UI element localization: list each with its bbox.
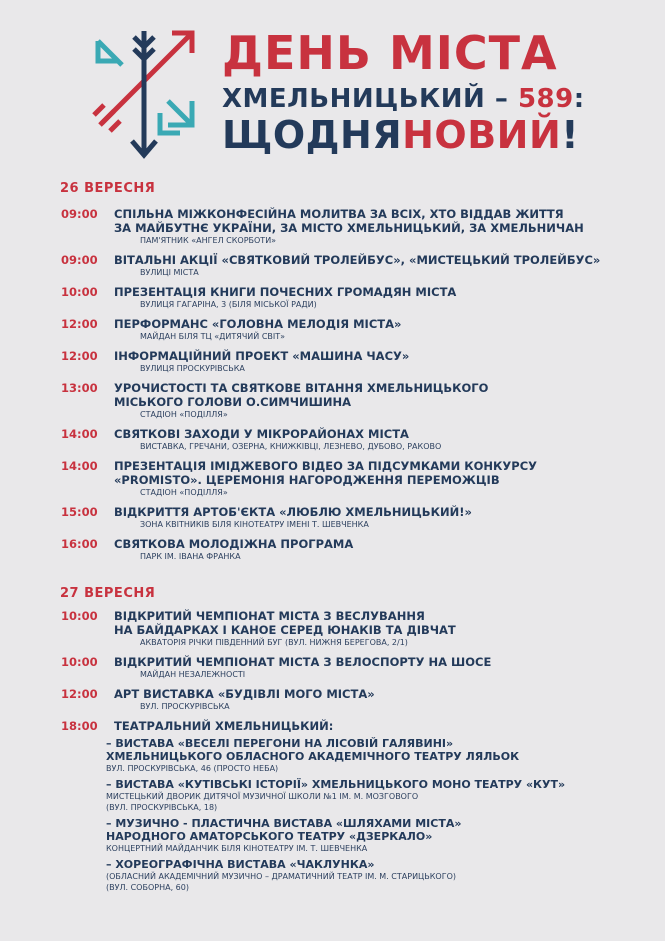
sub-event-place: ВУЛ. ПРОСКУРІВСЬКА, 46 (ПРОСТО НЕБА) [106, 764, 279, 773]
day-1-events [61, 207, 631, 562]
title-line-3 [222, 113, 580, 157]
event-place: ВУЛИЦІ МІСТА [140, 268, 199, 277]
day-heading: 26 ВЕРЕСНЯ [60, 181, 156, 196]
event-place: ВУЛИЦЯ ГАГАРІНА, 3 (БІЛЯ МІСЬКОЇ РАДИ) [140, 300, 317, 309]
event-title: ВІДКРИТИЙ ЧЕМПІОНАТ МІСТА З ВЕСЛУВАННЯ НА БАЙДАРКАХ І КАНОЕ СЕРЕД ЮНАКІВ ТА ДІВЧАТ [114, 609, 456, 637]
event-item [61, 505, 631, 530]
event-place: ВУЛ. ПРОСКУРІВСЬКА [140, 702, 230, 711]
event-item [61, 207, 631, 246]
event-item [61, 537, 631, 562]
event-time: 10:00 [61, 609, 98, 623]
event-time: 12:00 [61, 687, 98, 701]
title-new: НОВИЙ [402, 113, 562, 157]
event-place: ВУЛИЦЯ ПРОСКУРІВСЬКА [140, 364, 245, 373]
event-title: ВІДКРИТИЙ ЧЕМПІОНАТ МІСТА З ВЕЛОСПОРТУ НА ШОСЕ [114, 655, 492, 669]
event-item [61, 719, 631, 893]
title-colon: : [573, 84, 585, 114]
event-time: 13:00 [61, 381, 98, 395]
title-daily: ЩОДНЯ [222, 113, 403, 157]
event-item [61, 285, 631, 310]
event-item [61, 655, 631, 680]
sub-event-title: – ВИСТАВА «КУТІВСЬКІ ІСТОРІЇ» ХМЕЛЬНИЦЬКОГО МОНО ТЕАТРУ «КУТ» [106, 778, 566, 791]
sub-event-item [106, 817, 631, 854]
sub-event-place: (ОБЛАСНИЙ АКАДЕМІЧНИЙ МУЗИЧНО – ДРАМАТИЧНИЙ ТЕАТР ІМ. М. СТАРИЦЬКОГО) (ВУЛ. СОБОРНА, 60) [106, 872, 457, 892]
event-place: ПАМ'ЯТНИК «АНГЕЛ СКОРБОТИ» [140, 236, 277, 245]
sub-event-title: – МУЗИЧНО - ПЛАСТИЧНА ВИСТАВА «ШЛЯХАМИ МІСТА» НАРОДНОГО АМАТОРСЬКОГО ТЕАТРУ «ДЗЕРКАЛО» [106, 817, 462, 843]
event-time: 14:00 [61, 427, 98, 441]
event-place: ВИСТАВКА, ГРЕЧАНИ, ОЗЕРНА, КНИЖКІВЦІ, ЛЕЗНЕВО, ДУБОВО, РАКОВО [140, 442, 442, 451]
event-title: ПРЕЗЕНТАЦІЯ КНИГИ ПОЧЕСНИХ ГРОМАДЯН МІСТА [114, 285, 457, 299]
event-title: ПРЕЗЕНТАЦІЯ ІМІДЖЕВОГО ВІДЕО ЗА ПІДСУМКАМИ КОНКУРСУ «PROMISTO». ЦЕРЕМОНІЯ НАГОРОДЖЕННЯ ПЕРЕМОЖЦІВ [114, 459, 538, 487]
event-title: ПЕРФОРМАНС «ГОЛОВНА МЕЛОДІЯ МІСТА» [114, 317, 402, 331]
event-time: 10:00 [61, 655, 98, 669]
event-item [61, 427, 631, 452]
event-place: ЗОНА КВІТНИКІВ БІЛЯ КІНОТЕАТРУ ІМЕНІ Т. ШЕВЧЕНКА [140, 520, 369, 529]
event-place: СТАДІОН «ПОДІЛЛЯ» [140, 488, 228, 497]
event-item [61, 459, 631, 498]
title-age: 589 [517, 84, 574, 114]
event-time: 12:00 [61, 317, 98, 331]
event-item [61, 687, 631, 712]
event-title: СВЯТКОВІ ЗАХОДИ У МІКРОРАЙОНАХ МІСТА [114, 427, 409, 441]
event-place: МАЙДАН БІЛЯ ТЦ «ДИТЯЧИЙ СВІТ» [140, 332, 286, 341]
sub-event-item [106, 737, 631, 774]
event-item [61, 609, 631, 648]
event-time: 16:00 [61, 537, 98, 551]
event-title: ІНФОРМАЦІЙНИЙ ПРОЕКТ «МАШИНА ЧАСУ» [114, 349, 410, 363]
event-place: ПАРК ІМ. ІВАНА ФРАНКА [140, 552, 241, 561]
sub-event-item [106, 778, 631, 813]
event-time: 18:00 [61, 719, 98, 733]
event-item [61, 253, 631, 278]
event-time: 09:00 [61, 207, 98, 221]
event-item [61, 317, 631, 342]
event-place: МАЙДАН НЕЗАЛЕЖНОСТІ [140, 670, 246, 679]
city-day-logo-icon [92, 25, 202, 160]
event-title: ВІДКРИТТЯ АРТОБ'ЄКТА «ЛЮБЛЮ ХМЕЛЬНИЦЬКИЙ!» [114, 505, 472, 519]
event-title: СПІЛЬНА МІЖКОНФЕСІЙНА МОЛИТВА ЗА ВСІХ, ХТО ВІДДАВ ЖИТТЯ ЗА МАЙБУТНЄ УКРАЇНИ, ЗА МІСТО ХМЕЛЬНИЦЬКИЙ, ЗА ХМЕЛЬНИЧАН [114, 207, 584, 235]
event-title: ТЕАТРАЛЬНИЙ ХМЕЛЬНИЦЬКИЙ: [114, 719, 334, 733]
event-time: 15:00 [61, 505, 98, 519]
sub-event-place: КОНЦЕРТНИЙ МАЙДАНЧИК БІЛЯ КІНОТЕАТРУ ІМ. Т. ШЕВЧЕНКА [106, 844, 368, 853]
day-heading: 27 ВЕРЕСНЯ [60, 586, 156, 601]
sub-event-title: – ВИСТАВА «ВЕСЕЛІ ПЕРЕГОНИ НА ЛІСОВІЙ ГАЛЯВИНІ» ХМЕЛЬНИЦЬКОГО ОБЛАСНОГО АКАДЕМІЧНОГО ТЕАТРУ ЛЯЛЬОК [106, 737, 520, 763]
event-title: ВІТАЛЬНІ АКЦІЇ «СВЯТКОВИЙ ТРОЛЕЙБУС», «МИСТЕЦЬКИЙ ТРОЛЕЙБУС» [114, 253, 601, 267]
day-2-events [61, 609, 631, 893]
title-line-1: ДЕНЬ МІСТА [222, 26, 558, 80]
sub-event-item [106, 858, 631, 893]
event-time: 12:00 [61, 349, 98, 363]
event-time: 14:00 [61, 459, 98, 473]
sub-event-title: – ХОРЕОГРАФІЧНА ВИСТАВА «ЧАКЛУНКА» [106, 858, 375, 871]
sub-event-place: МИСТЕЦЬКИЙ ДВОРИК ДИТЯЧОЇ МУЗИЧНОЇ ШКОЛИ №1 ІМ. М. МОЗГОВОГО (ВУЛ. ПРОСКУРІВСЬКА, 18) [106, 792, 419, 812]
event-item [61, 349, 631, 374]
title-line-2 [222, 86, 585, 112]
event-item [61, 381, 631, 420]
title-city: ХМЕЛЬНИЦЬКИЙ – [222, 84, 518, 114]
event-time: 09:00 [61, 253, 98, 267]
event-title: УРОЧИСТОСТІ ТА СВЯТКОВЕ ВІТАННЯ ХМЕЛЬНИЦЬКОГО МІСЬКОГО ГОЛОВИ О.СИМЧИШИНА [114, 381, 489, 409]
event-place: СТАДІОН «ПОДІЛЛЯ» [140, 410, 228, 419]
event-title: АРТ ВИСТАВКА «БУДІВЛІ МОГО МІСТА» [114, 687, 375, 701]
event-title: СВЯТКОВА МОЛОДІЖНА ПРОГРАМА [114, 537, 354, 551]
event-place: АКВАТОРІЯ РІЧКИ ПІВДЕННИЙ БУГ (ВУЛ. НИЖНЯ БЕРЕГОВА, 2/1) [140, 638, 408, 647]
event-time: 10:00 [61, 285, 98, 299]
title-exclaim: ! [561, 113, 580, 157]
